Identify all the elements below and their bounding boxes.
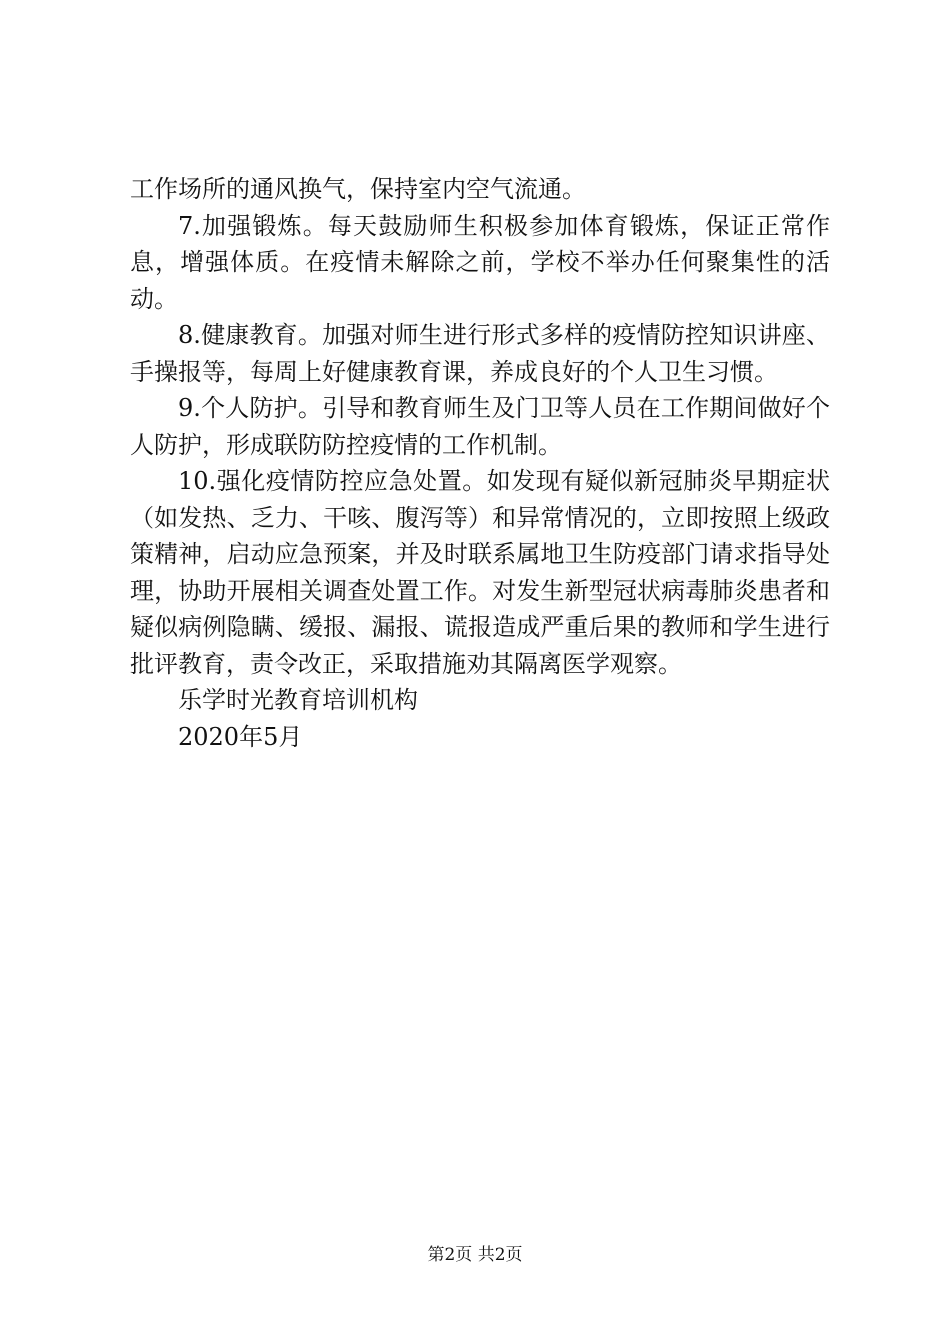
signature-organization: 乐学时光教育培训机构 <box>178 686 418 714</box>
paragraph-item-9: 9.个人防护。引导和教育师生及门卫等人员在工作期间做好个人防护，形成联防防控疫情的工作机制。 <box>130 394 830 459</box>
document-body <box>130 171 830 755</box>
paragraph-item-10: 10.强化疫情防控应急处置。如发现有疑似新冠肺炎早期症状（如发热、乏力、干咳、腹泻等）和异常情况的，立即按照上级政策精神，启动应急预案，并及时联系属地卫生防疫部门请求指导处理，协助开展相关调查处置工作。对发生新型冠状病毒肺炎患者和疑似病例隐瞒、缓报、漏报、谎报造成严重后果的教师和学生进行批评教育，责令改正，采取措施劝其隔离医学观察。 <box>130 467 830 678</box>
signature-date: 2020年5月 <box>178 722 303 751</box>
paragraph-item-8: 8.健康教育。加强对师生进行形式多样的疫情防控知识讲座、手操报等，每周上好健康教育课，养成良好的个人卫生习惯。 <box>130 321 830 386</box>
paragraph-item-7: 7.加强锻炼。每天鼓励师生积极参加体育锻炼，保证正常作息，增强体质。在疫情未解除之前，学校不举办任何聚集性的活动。 <box>130 211 830 313</box>
paragraph-continuation: 工作场所的通风换气，保持室内空气流通。 <box>130 175 586 203</box>
page-number-footer: 第2页 共2页 <box>427 1245 523 1265</box>
